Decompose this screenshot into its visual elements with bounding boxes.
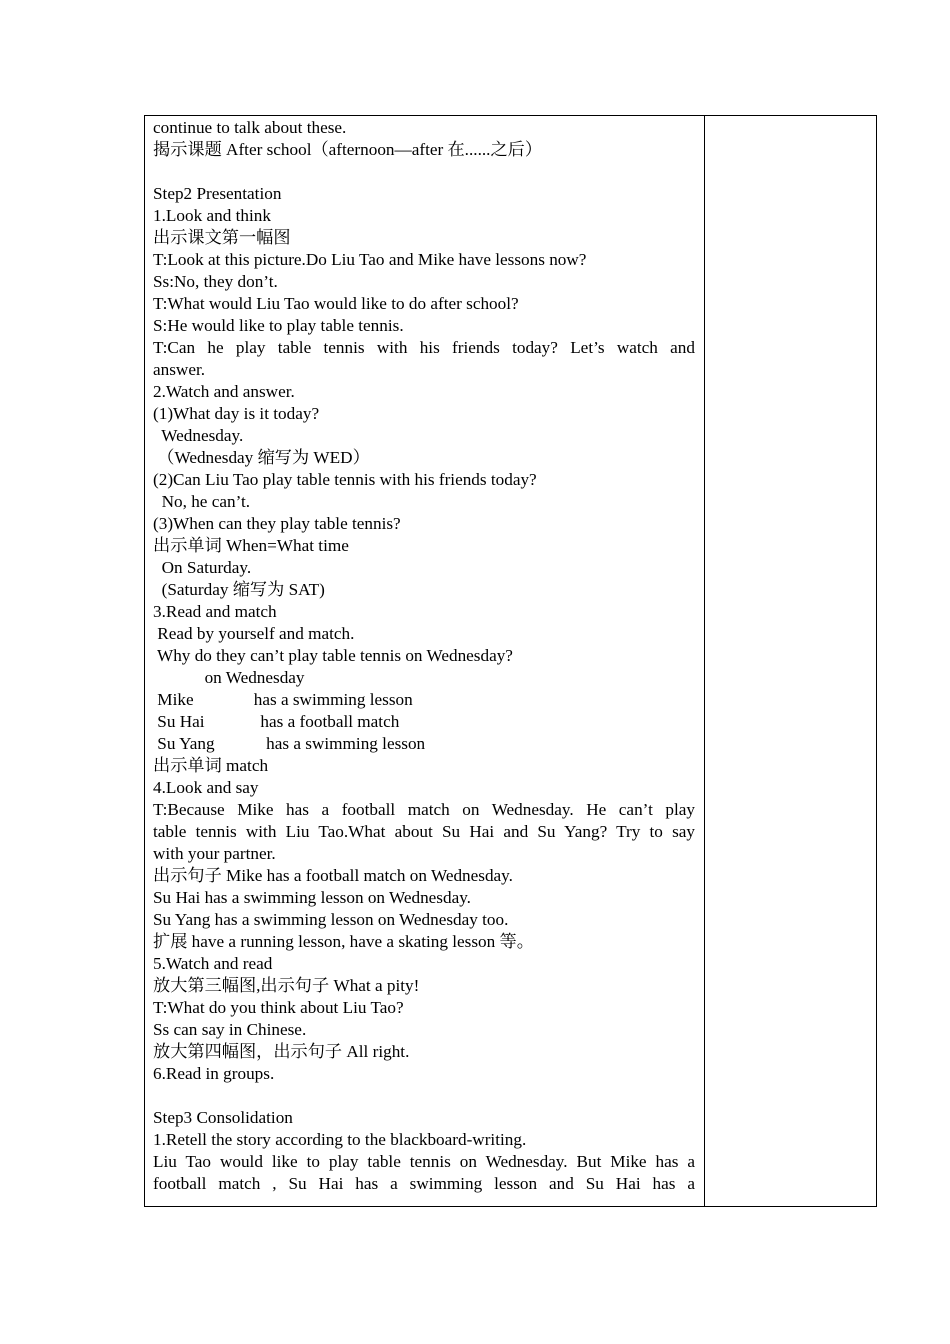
text-line: with your partner. <box>153 844 276 863</box>
text-line: 出示单词 When=What time <box>153 536 349 555</box>
text-line: table tennis with Liu Tao.What about Su Hai and Su Yang? Try to say <box>153 822 695 841</box>
text-line: Ss can say in Chinese. <box>153 1020 307 1039</box>
text-line: （Wednesday 缩写为 WED） <box>153 448 370 467</box>
text-line: 出示句子 Mike has a football match on Wednesday. <box>153 866 513 885</box>
text-line: Liu Tao would like to play table tennis on Wednesday. But Mike has a <box>153 1152 695 1171</box>
lesson-table <box>144 115 877 1207</box>
notes-cell <box>705 116 876 1206</box>
text-line: answer. <box>153 360 206 379</box>
text-line: football match , Su Hai has a swimming lesson and Su Hai has a <box>153 1174 695 1193</box>
text-line: (1)What day is it today? <box>153 404 320 423</box>
text-line: 扩展 have a running lesson, have a skating lesson 等。 <box>153 932 534 951</box>
text-line: Step2 Presentation <box>153 184 282 203</box>
text-line: on Wednesday <box>153 668 305 687</box>
text-line: S:He would like to play table tennis. <box>153 316 404 335</box>
text-line: Su Hai has a football match <box>153 712 400 731</box>
text-line: 6.Read in groups. <box>153 1064 275 1083</box>
text-line: T:Because Mike has a football match on Wednesday. He can’t play <box>153 800 695 819</box>
text-line: 2.Watch and answer. <box>153 382 295 401</box>
lesson-procedure-cell <box>153 116 695 1206</box>
text-line: Su Yang has a swimming lesson <box>153 734 426 753</box>
text-line: Mike has a swimming lesson <box>153 690 413 709</box>
text-line: Why do they can’t play table tennis on Wednesday? <box>153 646 513 665</box>
text-line: 1.Retell the story according to the blackboard-writing. <box>153 1130 527 1149</box>
text-line: T:Can he play table tennis with his friends today? Let’s watch and <box>153 338 695 357</box>
text-line: 放大第三幅图,出示句子 What a pity! <box>153 976 420 995</box>
text-line: (2)Can Liu Tao play table tennis with his friends today? <box>153 470 537 489</box>
blank-line <box>153 161 695 183</box>
text-line: 1.Look and think <box>153 206 271 225</box>
text-line: (Saturday 缩写为 SAT) <box>153 580 325 599</box>
text-line: T:What would Liu Tao would like to do after school? <box>153 294 519 313</box>
text-line: continue to talk about these. <box>153 118 347 137</box>
text-line: 4.Look and say <box>153 778 259 797</box>
text-line: 出示单词 match <box>153 756 269 775</box>
text-line: Su Yang has a swimming lesson on Wednesday too. <box>153 910 509 929</box>
text-line: Step3 Consolidation <box>153 1108 293 1127</box>
text-line: 5.Watch and read <box>153 954 273 973</box>
text-line: 揭示课题 After school（afternoon—after 在......之后） <box>153 140 543 159</box>
text-line: Ss:No, they don’t. <box>153 272 278 291</box>
text-line: Wednesday. <box>153 426 244 445</box>
text-line: 出示课文第一幅图 <box>153 228 291 247</box>
text-line: 3.Read and match <box>153 602 277 621</box>
text-line: Su Hai has a swimming lesson on Wednesday. <box>153 888 471 907</box>
text-line: (3)When can they play table tennis? <box>153 514 401 533</box>
text-line: No, he can’t. <box>153 492 251 511</box>
text-line: 放大第四幅图，出示句子 All right. <box>153 1042 410 1061</box>
text-line: On Saturday. <box>153 558 252 577</box>
text-line: T:What do you think about Liu Tao? <box>153 998 404 1017</box>
text-line: T:Look at this picture.Do Liu Tao and Mike have lessons now? <box>153 250 587 269</box>
text-line: Read by yourself and match. <box>153 624 355 643</box>
blank-line <box>153 1085 695 1107</box>
